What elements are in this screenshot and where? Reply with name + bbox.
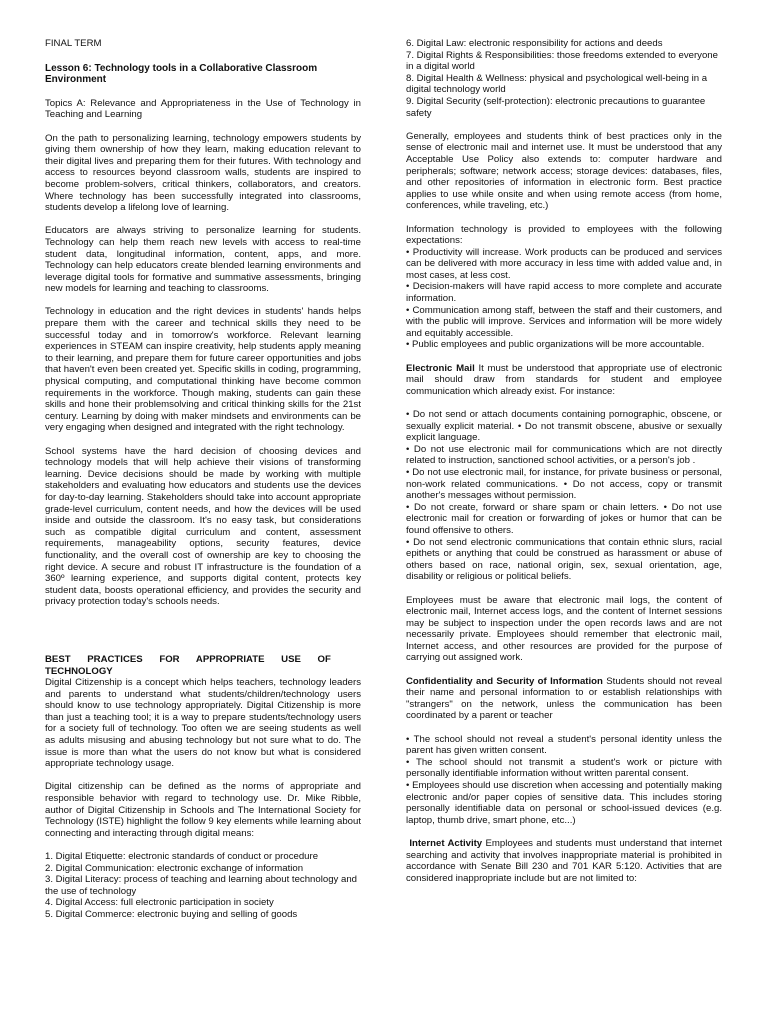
list-item: 2. Digital Communication: electronic exchange of information — [45, 862, 304, 874]
paragraph: School systems have the hard decision of choosing devices and technology models that will help achieve their visions of transforming learning. Device decisions should be made by working with multiple stakeholders and evaluating how educators and students use the devices for day-to-day learning. Stakeholders should take into account appropriate grade-level curriculum, content needs, and how the devices will be used inside and outside the classroom. It's no easy task, but considerations such as compatible digital curriculum and content, assessment requirements, manageability options, security features, device functionality, and the overall cost of ownership are key to choosing the right device. A secure and robust IT infrastructure is the foundation of a 360º learning experience, and supports digital content, protects key student data, boosts operational efficiency, and provides the security and privacy protection today's schools needs. — [45, 445, 361, 608]
list-item: • Do not send electronic communications that contain ethnic slurs, racial epithets or anything that could be construed as harassment or abuse of others based on race, national origin, sex, sexual orientation, age, disability or religious or political beliefs. — [406, 536, 722, 583]
list-item: 9. Digital Security (self-protection): electronic precautions to guarantee safety — [406, 95, 706, 119]
digital-citizenship-list — [45, 851, 361, 921]
list-item: • Do not use electronic mail for communications which are not directly related to instruction, sanctioned school activities, or a person's job . — [406, 443, 722, 467]
list-item: • The school should not transmit a student's work or picture with personally identifiable information without written parental consent. — [406, 756, 722, 780]
paragraph: Technology in education and the right devices in students' hands helps prepare them with the career and technical skills they need to be successful today and in tomorrow's workforce. Relevant learning experiences in STEAM can inspire creativity, help students apply meaning to their learning, and prepare them for future career opportunities and jobs that haven't even been created yet. Specific skills in coding, programming, physical computing, and computational thinking have become common requirements in the workforce. Though making, students can gain these skills and hone their problemsolving and critical thinking skills for the 21st century. Learning by doing with maker mindsets and environments can be very engaging when designed and integrated with the right technology. — [45, 306, 361, 434]
lesson-title: Lesson 6: Technology tools in a Collaborative Classroom Environment — [45, 62, 318, 86]
section-text: Employees and students must understand that internet searching and activity that involves inappropriate material is prohibited in accordance with Senate Bill 230 and 701 KAR 5:120. Activities that are considered inappropriate include but are not limited to: — [406, 837, 723, 884]
it-intro: Information technology is provided to employees with the following expectations: — [406, 223, 722, 247]
list-item: • Productivity will increase. Work products can be produced and services can be delivered with more accuracy in less time with added value and, in most cases, at less cost. — [406, 246, 722, 281]
list-item: 5. Digital Commerce: electronic buying and selling of goods — [45, 908, 298, 920]
list-item: • Decision-makers will have rapid access to more complete and accurate information. — [406, 281, 722, 305]
it-expectations-list — [406, 247, 722, 351]
list-item: • Do not use electronic mail, for instance, for private business or personal, non-work related communications. • Do not access, copy or transmit another's messages without permission. — [406, 466, 722, 502]
paragraph: Employees must be aware that electronic mail logs, the content of electronic mail, Internet access logs, and the content of Internet sessions may be subject to inspection under the open records laws and are not necessarily private. Employees should remember that electronic mail, Internet access, and other resources are provided for the purpose of carrying out assigned work. — [406, 594, 722, 664]
section-label: Confidentiality and Security of Information — [406, 675, 603, 687]
list-item: • The school should not reveal a student's personal identity unless the parent has given written consent. — [406, 733, 722, 757]
list-item: 4. Digital Access: full electronic participation in society — [45, 897, 274, 909]
topics-heading: Topics A: Relevance and Appropriateness in the Use of Technology in Teaching and Learning — [45, 97, 361, 121]
confidentiality-section — [406, 676, 722, 722]
electronic-mail-list — [406, 409, 722, 583]
list-item: • Do not create, forward or share spam or chain letters. • Do not use electronic mail for creation or forwarding of jokes or humor that can be found offensive to others. — [406, 501, 722, 536]
best-practices-heading: BEST PRACTICES FOR APPROPRIATE USE OF TECHNOLOGY — [45, 653, 331, 677]
final-term-label: FINAL TERM — [45, 38, 102, 49]
paragraph: Digital Citizenship is a concept which helps teachers, technology leaders and parents to understand what students/children/technology users should know to use technology appropriately. Digital Citizenship is more than just a teaching tool; it is a way to prepare students/technology users for a society full of technology. Too often we are seeing students as well as adults misusing and abusing technology but not sure what to do. The issue is more than what the users do not know but what is considered appropriate technology usage. — [45, 677, 361, 770]
list-item: 3. Digital Literacy: process of teaching and learning about technology and the use of technology — [45, 874, 357, 897]
list-item: 8. Digital Health & Wellness: physical and psychological well-being in a digital technology world — [406, 72, 708, 96]
paragraph: Educators are always striving to personalize learning for students. Technology can help them reach new levels with access to real-time student data, longitudinal information, content, apps, and more. Technology can help educators create blended learning environments and leverage digital tools for formative and summative assessments, bringing new models for learning and teaching to classrooms. — [45, 225, 361, 295]
confidentiality-list — [406, 734, 722, 827]
list-item: • Employees should use discretion when accessing and potentially making electronic and/or paper copies of sensitive data. This includes storing personally identifiable data on personal or school-issued devices (e.g. laptop, thumb drive, smart phone, etc...) — [406, 780, 722, 826]
list-item: • Communication among staff, between the staff and their customers, and with the public will improve. Services and information will be more widely and equitably accessible. — [406, 304, 722, 339]
electronic-mail-section — [406, 363, 722, 398]
list-item: 1. Digital Etiquette: electronic standards of conduct or procedure — [45, 851, 319, 862]
paragraph: Digital citizenship can be defined as the norms of appropriate and responsible behavior with regard to technology use. Dr. Mike Ribble, author of Digital Citizenship in Schools and The International Society for Technology (ISTE) highlight the follow 9 key elements while learning about connecting and interacting through digital means: — [45, 781, 361, 839]
internet-activity-section — [406, 838, 722, 884]
paragraph: On the path to personalizing learning, technology empowers students by giving them ownership of how they learn, making education relevant to their digital lives and preparing them for their futures. With technology and access to resources beyond classroom walls, students are inspired to become problem-solvers, critical thinkers, collaborators, and creators. Where technology has been successfully integrated into classrooms, students develop a lifelong love of learning. — [45, 132, 361, 214]
list-item: 6. Digital Law: electronic responsibility for actions and deeds — [406, 38, 663, 49]
section-text: Students should not reveal their name and personal information to or establish relationships with "strangers" on the network, unless the communication has been coordinated by a parent or teacher — [406, 675, 722, 722]
list-item: • Do not send or attach documents containing pornographic, obscene, or sexually explicit material. • Do not transmit obscene, abusive or sexually explicit language. — [406, 409, 722, 444]
right-column — [406, 38, 722, 896]
section-label: Electronic Mail — [406, 362, 475, 374]
left-column — [45, 38, 361, 921]
paragraph: Generally, employees and students think of best practices only in the sense of electronic mail and internet use. It must be understood that any Acceptable Use Policy also extends to: computer hardware and peripherals; software; network access; storage devices: databases, files, and other repositories of information in electronic form. Best practice applies to use while onsite and when using remote access (from home, conferences, while traveling, etc.) — [406, 130, 722, 212]
section-label: Internet Activity — [406, 837, 483, 849]
digital-citizenship-list-continued — [406, 38, 722, 119]
section-text: It must be understood that appropriate use of electronic mail should draw from standards for student and employee communication which already exist. For instance: — [406, 362, 722, 397]
list-item: 7. Digital Rights & Responsibilities: those freedoms extended to everyone in a digital world — [406, 49, 718, 73]
list-item: • Public employees and public organizations will be more accountable. — [406, 339, 705, 351]
